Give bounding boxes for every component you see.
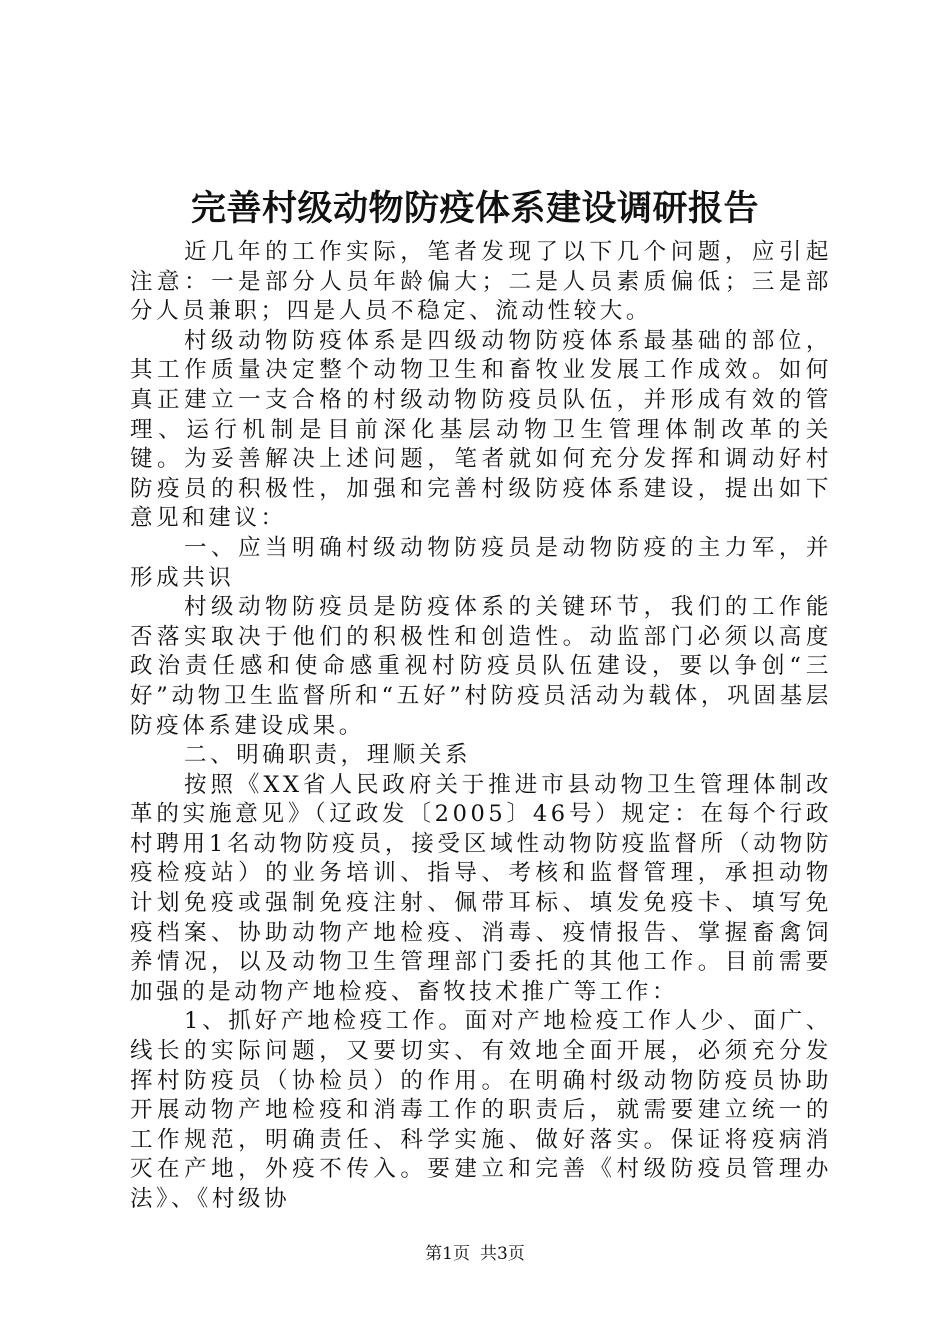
document-title: 完善村级动物防疫体系建设调研报告 [190, 188, 759, 229]
section-heading-2: 二、明确职责，理顺关系 [184, 742, 472, 769]
page-footer [0, 1243, 950, 1265]
section-heading-1: 一、应当明确村级动物防疫员是动物防疫的主力军，并形成共识 [130, 534, 832, 591]
paragraph-1: 近几年的工作实际，笔者发现了以下几个问题，应引起注意：一是部分人员年龄偏大；二是人员素质偏低；三是部分人员兼职；四是人员不稳定、流动性较大。 [130, 239, 832, 325]
document-body [130, 238, 832, 1215]
page-total: 共3页 [480, 1244, 525, 1264]
paragraph-2: 村级动物防疫体系是四级动物防疫体系最基础的部位，其工作质量决定整个动物卫生和畜牧业发展工作成效。如何真正建立一支合格的村级动物防疫员队伍，并形成有效的管理、运行机制是目前深化基层动物卫生管理体制改革的关键。为妥善解决上述问题，笔者就如何充分发挥和调动好村防疫员的积极性，加强和完善村级防疫体系建设，提出如下意见和建议： [130, 327, 832, 532]
paragraph-5: 1、抓好产地检疫工作。面对产地检疫工作人少、面广、线长的实际问题，又要切实、有效地全面开展，必须充分发挥村防疫员（协检员）的作用。在明确村级动物防疫员协助开展动物产地检疫和消毒工作的职责后，就需要建立统一的工作规范，明确责任、科学实施、做好落实。保证将疫病消灭在产地，外疫不传入。要建立和完善《村级防疫员管理办法》、《村级协 [130, 1008, 832, 1212]
page-number: 第1页 [425, 1244, 470, 1264]
paragraph-4: 按照《XX省人民政府关于推进市县动物卫生管理体制改革的实施意见》（辽政发〔2005〕46号）规定：在每个行政村聘用1名动物防疫员，接受区域性动物防疫监督所（动物防疫检疫站）的业务培训、指导、考核和监督管理，承担动物计划免疫或强制免疫注射、佩带耳标、填发免疫卡、填写免疫档案、协助动物产地检疫、消毒、疫情报告、掌握畜禽饲养情况，以及动物卫生管理部门委托的其他工作。目前需要加强的是动物产地检疫、畜牧技术推广等工作： [130, 771, 832, 1005]
paragraph-3: 村级动物防疫员是防疫体系的关键环节，我们的工作能否落实取决于他们的积极性和创造性。动监部门必须以高度政治责任感和使命感重视村防疫员队伍建设，要以争创“三好”动物卫生监督所和“五好”村防疫员活动为载体，巩固基层防疫体系建设成果。 [130, 594, 832, 739]
